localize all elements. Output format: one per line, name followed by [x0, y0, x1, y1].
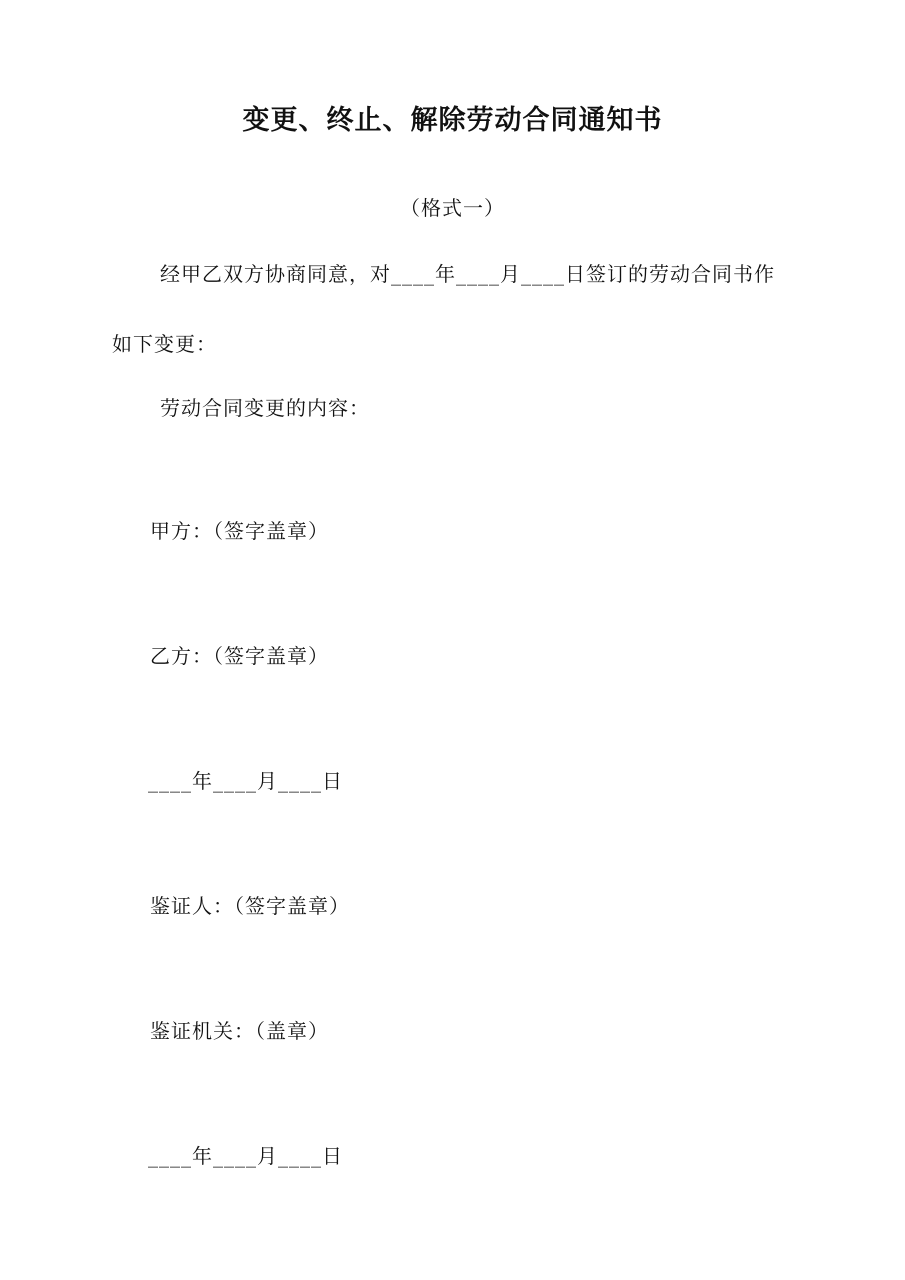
party-a-signature: 甲方：（签字盖章）: [150, 519, 329, 543]
witness-signature: 鉴证人：（签字盖章）: [150, 894, 350, 918]
change-content-label: 劳动合同变更的内容：: [160, 396, 370, 420]
agreement-paragraph-line-1: 经甲乙双方协商同意，对____年____月____日签订的劳动合同书作: [160, 262, 775, 286]
witness-agency-stamp: 鉴证机关：（盖章）: [150, 1019, 329, 1043]
format-subtitle: （格式一）: [400, 196, 505, 220]
document-title: 变更、终止、解除劳动合同通知书: [242, 105, 663, 136]
party-b-signature: 乙方：（签字盖章）: [150, 644, 329, 668]
agency-date-line: ____年____月____日: [148, 1144, 343, 1168]
signature-date-line: ____年____月____日: [148, 769, 343, 793]
agreement-paragraph-line-2: 如下变更：: [112, 332, 217, 356]
